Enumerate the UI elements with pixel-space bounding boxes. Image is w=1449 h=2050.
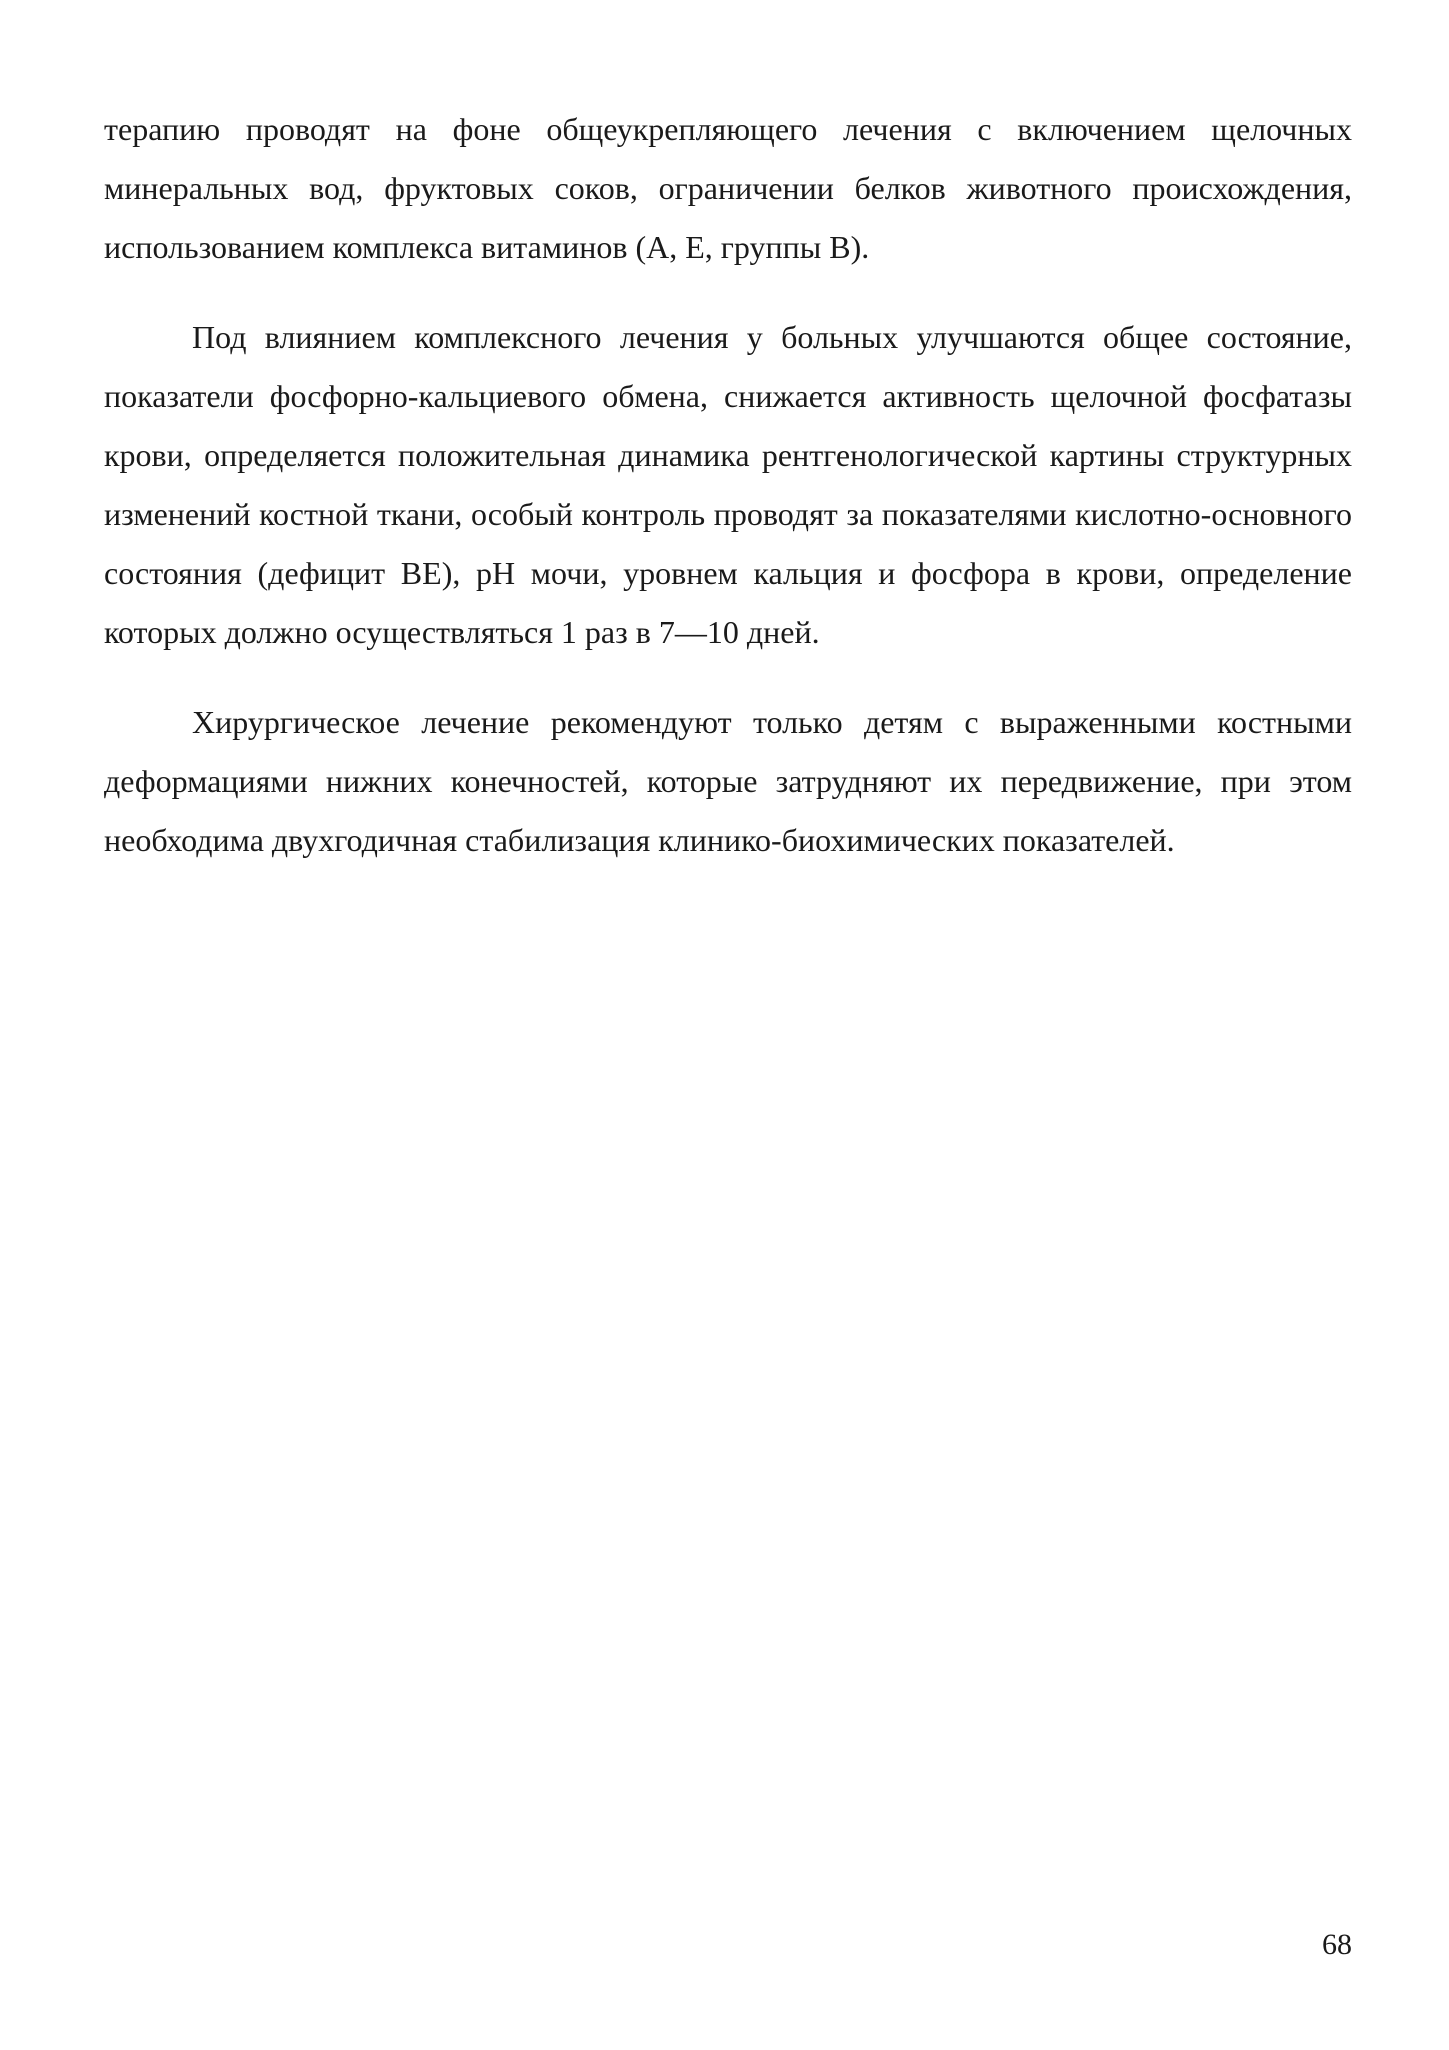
paragraph-1: терапию проводят на фоне общеукрепляющего лечения с включением щелочных минеральных вод, фруктовых соков, ограничении белков животного происхождения, использованием комплекса витаминов (А, Е, группы В).: [104, 111, 1352, 265]
paragraph-2: Под влиянием комплексного лечения у больных улучшаются общее состояние, показатели фосфорно-кальциевого обмена, снижается активность щелочной фосфатазы крови, определяется положительная динамика рентгенологической картины структурных изменений костной ткани, особый контроль проводят за показателями кислотно-основного состояния (дефицит ВЕ), рН мочи, уровнем кальция и фосфора в крови, определение которых должно осуществляться 1 раз в 7—10 дней.: [104, 319, 1352, 650]
page-number: 68: [1322, 1928, 1352, 1961]
body-text: [104, 100, 1352, 870]
paragraph-3: Хирургическое лечение рекомендуют только детям с выраженными костными деформациями нижних конечностей, которые затрудняют их передвижение, при этом необходима двухгодичная стабилизация клинико-биохимических показателей.: [104, 704, 1352, 858]
